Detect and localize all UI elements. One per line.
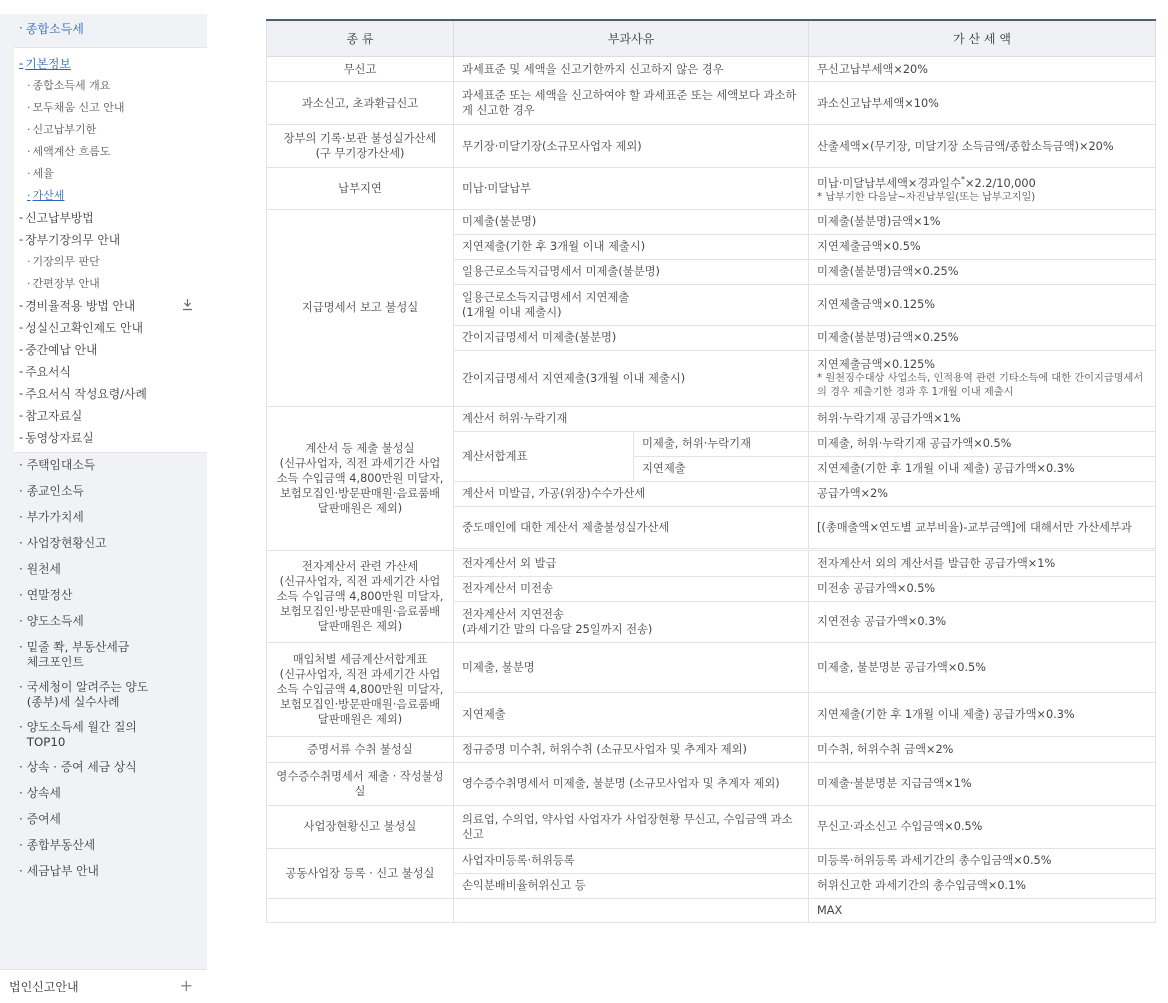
sidebar-subitem[interactable]: · 세액계산 흐름도 <box>27 144 111 158</box>
amount-cell: 지연제출금액×0.125% <box>809 284 1156 325</box>
kind-cell: 공동사업장 등록 · 신고 불성실 <box>267 848 454 898</box>
kind-cell: 과소신고, 초과환급신고 <box>267 82 454 125</box>
sidebar-item-label: 사업장현황신고 <box>26 536 107 550</box>
sidebar-subitem-label: 주요서식 작성요령/사례 <box>25 386 147 401</box>
amount-cell: 지연제출(기한 후 1개월 이내 제출) 공급가액×0.3% <box>809 456 1156 481</box>
sidebar-subitem[interactable]: · 간편장부 안내 <box>27 276 100 290</box>
kind-cell: 증명서류 수취 불성실 <box>267 736 454 762</box>
sidebar-item[interactable]: · 증여세 <box>19 812 61 826</box>
amount-cell: 산출세액×(무기장, 미달기장 소득금액/종합소득금액)×20% <box>809 125 1156 168</box>
sidebar-subitem-label: 신고납부기한 <box>32 123 97 136</box>
table-header-row <box>267 20 1156 57</box>
table-row <box>267 57 1156 82</box>
sub-reason-cell: 미제출, 허위·누락기재 <box>634 431 809 456</box>
kind-cell: 매입처별 세금계산서합계표 (신규사업자, 직전 과세기간 사업소득 수입금액 4,800만원 미달자, 보험모집인·방문판매원·음료품배달판매원은 제외) <box>267 642 454 736</box>
table-row <box>267 736 1156 762</box>
table-row <box>267 642 1156 692</box>
reason-cell: 전자계산서 미전송 <box>454 576 809 601</box>
sidebar-subitem[interactable]: · 신고납부기한 <box>27 122 97 136</box>
sidebar-subitem-label: 동영상자료실 <box>25 430 94 445</box>
amount-cell: 무신고·과소신고 수입금액×0.5% <box>809 805 1156 848</box>
sidebar-subitem[interactable]: - 동영상자료실 <box>19 430 94 445</box>
sub-reason-cell: 지연제출 <box>634 456 809 481</box>
sidebar-subitem[interactable]: · 모두채움 신고 안내 <box>27 100 125 114</box>
kind-cell: 장부의 기록·보관 불성실가산세 (구 무기장가산세) <box>267 125 454 168</box>
kind-cell: 사업장현황신고 불성실 <box>267 805 454 848</box>
sidebar-subitem[interactable]: - 참고자료실 <box>19 408 83 423</box>
amount-cell: 허위신고한 과세기간의 총수입금액×0.1% <box>809 873 1156 898</box>
amount-cell: 미등록·허위등록 과세기간의 총수입금액×0.5% <box>809 848 1156 873</box>
reason-cell: 계산서합계표 <box>454 431 634 481</box>
sidebar-item-label: 상속 · 증여 세금 상식 <box>26 760 137 774</box>
sidebar-item-income-tax[interactable]: · 종합소득세 <box>19 21 84 36</box>
amount-cell: 미제출, 허위·누락기재 공급가액×0.5% <box>809 431 1156 456</box>
table-row <box>267 898 1156 922</box>
kind-cell: 영수증수취명세서 제출 · 작성불성실 <box>267 762 454 805</box>
sidebar-subitem-label: 경비율적용 방법 안내 <box>25 298 136 313</box>
kind-cell: 무신고 <box>267 57 454 82</box>
table-row <box>267 209 1156 234</box>
sidebar-item[interactable]: · 연말정산 <box>19 588 73 602</box>
table-row <box>267 848 1156 873</box>
sidebar-item-label: 종교인소득 <box>26 484 84 498</box>
plus-icon[interactable]: + <box>179 976 193 995</box>
penalty-tax-table <box>266 19 1156 923</box>
amount-cell: 미전송 공급가액×0.5% <box>809 576 1156 601</box>
amount-cell: 과소신고납부세액×10% <box>809 82 1156 125</box>
table-row <box>267 125 1156 168</box>
reason-cell <box>454 898 809 922</box>
kind-cell: 전자계산서 관련 가산세 (신규사업자, 직전 과세기간 사업소득 수입금액 4,800만원 미달자, 보험모집인·방문판매원·음료품배달판매원은 제외) <box>267 550 454 642</box>
reason-cell: 무기장·미달기장(소규모사업자 제외) <box>454 125 809 168</box>
amount-cell: 미수취, 허위수취 금액×2% <box>809 736 1156 762</box>
reason-cell: 미제출, 불분명 <box>454 642 809 692</box>
sidebar-item-label: 양도소득세 월간 질의 TOP10 <box>26 720 137 749</box>
reason-cell: 미제출(불분명) <box>454 209 809 234</box>
sidebar-item-label: 상속세 <box>26 786 61 800</box>
sidebar-item[interactable]: · 주택임대소득 <box>19 458 96 472</box>
sidebar-subitem-label: 세율 <box>32 167 54 180</box>
sidebar-outer-list <box>0 453 207 885</box>
sidebar-subitem-label: 간편장부 안내 <box>32 277 100 290</box>
amount-cell: 미납·미달납부세액×경과일수*×2.2/10,000 * 납부기한 다음날~자진납부일(또는 납부고지일) <box>809 168 1156 210</box>
reason-cell: 미납·미달납부 <box>454 168 809 210</box>
amount-cell: 허위·누락기재 공급가액×1% <box>809 406 1156 431</box>
sidebar-item-label: 연말정산 <box>26 588 73 602</box>
sidebar-subitem[interactable]: - 장부기장의무 안내 <box>19 232 121 247</box>
sidebar-nav <box>0 14 207 995</box>
reason-cell: 간이지급명세서 미제출(불분명) <box>454 325 809 350</box>
kind-cell: 계산서 등 제출 불성실 (신규사업자, 직전 과세기간 사업소득 수입금액 4,800만원 미달자, 보험모집인·방문판매원·음료품배달판매원은 제외) <box>267 406 454 550</box>
amount-cell: 지연제출금액×0.125% * 원천징수대상 사업소득, 인적용역 관련 기타소득에 대한 간이지급명세서의 경우 제출기한 경과 후 1개월 이내 제출시 <box>809 350 1156 406</box>
sidebar-item-label: 국세청이 알려주는 양도 (종부)세 실수사례 <box>26 680 149 709</box>
header-reason: 부과사유 <box>454 20 809 57</box>
sidebar-item[interactable]: · 양도소득세 월간 질의 TOP10 <box>19 720 137 749</box>
table-row <box>267 762 1156 805</box>
sidebar-subitem[interactable]: - 경비율적용 방법 안내 <box>14 294 207 316</box>
sidebar-subitem[interactable]: - 주요서식 작성요령/사례 <box>19 386 147 401</box>
sidebar-item[interactable]: · 상속 · 증여 세금 상식 <box>19 760 137 774</box>
sidebar-subitem-label: 성실신고확인제도 안내 <box>25 320 143 335</box>
reason-cell: 계산서 미발급, 가공(위장)수수가산세 <box>454 481 809 506</box>
amount-cell: 미제출(불분명)금액×0.25% <box>809 325 1156 350</box>
penalty-tax-table-area <box>266 19 1155 923</box>
sidebar-subitem-label: 종합소득세 개요 <box>32 79 111 92</box>
kind-cell: 납부지연 <box>267 168 454 210</box>
sidebar-subitem[interactable]: - 성실신고확인제도 안내 <box>19 320 143 335</box>
reason-cell: 정규증명 미수취, 허위수취 (소규모사업자 및 추계자 제외) <box>454 736 809 762</box>
reason-cell: 계산서 허위·누락기재 <box>454 406 809 431</box>
sidebar-item[interactable]: · 밑줄 쫙, 부동산세금 체크포인트 <box>19 640 130 669</box>
reason-cell: 지연제출 <box>454 692 809 736</box>
sidebar-item-corporate-tax[interactable]: 법인신고안내 + <box>0 969 207 1003</box>
sidebar-item[interactable]: · 세금납부 안내 <box>19 864 99 878</box>
footnote: * 원천징수대상 사업소득, 인적용역 관련 기타소득에 대한 간이지급명세서의 경우 제출기한 경과 후 1개월 이내 제출시 <box>817 372 1144 398</box>
sidebar-item[interactable]: · 국세청이 알려주는 양도 (종부)세 실수사례 <box>19 680 149 709</box>
reason-cell: 일용근로소득지급명세서 지연제출 (1개월 이내 제출시) <box>454 284 809 325</box>
sidebar-item[interactable]: · 사업장현황신고 <box>19 536 107 550</box>
sidebar-subitem-label: 장부기장의무 안내 <box>25 232 121 247</box>
sidebar-item[interactable]: · 상속세 <box>19 786 61 800</box>
sidebar-subitem[interactable]: · 종합소득세 개요 <box>27 78 111 92</box>
reason-cell: 전자계산서 외 발급 <box>454 550 809 576</box>
sidebar-item-label: 세금납부 안내 <box>26 864 99 878</box>
sidebar-item-label: 증여세 <box>26 812 61 826</box>
reason-cell: 중도매인에 대한 계산서 제출불성실가산세 <box>454 506 809 548</box>
sidebar-subitem[interactable]: - 신고납부방법 <box>19 210 94 225</box>
download-icon[interactable] <box>182 298 193 311</box>
sidebar-item-label: 밑줄 쫙, 부동산세금 체크포인트 <box>26 640 130 669</box>
sidebar-item-label: 양도소득세 <box>26 614 84 628</box>
reason-cell: 사업자미등록·허위등록 <box>454 848 809 873</box>
amount-cell: 전자계산서 외의 계산서를 발급한 공급가액×1% <box>809 550 1156 576</box>
sidebar-subitem-label: 주요서식 <box>25 364 71 379</box>
sidebar-subitem-label: 세액계산 흐름도 <box>32 145 111 158</box>
sidebar-subitem[interactable]: · 기장의무 판단 <box>27 254 100 268</box>
amount-cell: MAX <box>809 898 1156 922</box>
reason-cell: 지연제출(기한 후 3개월 이내 제출시) <box>454 234 809 259</box>
amount-cell: 미제출, 불분명분 공급가액×0.5% <box>809 642 1156 692</box>
header-kind: 종 류 <box>267 20 454 57</box>
sidebar-subitem[interactable]: - 기본정보 <box>19 56 71 71</box>
amount-cell: 미제출(불분명)금액×1% <box>809 209 1156 234</box>
header-amount: 가 산 세 액 <box>809 20 1156 57</box>
amount-cell: 지연제출(기한 후 1개월 이내 제출) 공급가액×0.3% <box>809 692 1156 736</box>
reason-cell: 일용근로소득지급명세서 미제출(불분명) <box>454 259 809 284</box>
sidebar-subitem-label: 기장의무 판단 <box>32 255 100 268</box>
sidebar-item[interactable]: · 부가가치세 <box>19 510 84 524</box>
sidebar-subitem-label: 모두채움 신고 안내 <box>32 101 125 114</box>
amount-cell: 무신고납부세액×20% <box>809 57 1156 82</box>
sidebar-item-label: 종합부동산세 <box>26 838 96 852</box>
amount-cell: 지연제출금액×0.5% <box>809 234 1156 259</box>
reason-cell: 의료업, 수의업, 약사업 사업자가 사업장현황 무신고, 수입금액 과소신고 <box>454 805 809 848</box>
reason-cell: 과세표준 및 세액을 신고기한까지 신고하지 않은 경우 <box>454 57 809 82</box>
kind-cell: 지급명세서 보고 불성실 <box>267 209 454 406</box>
reason-cell: 과세표준 또는 세액을 신고하여야 할 과세표준 또는 세액보다 과소하게 신고한 경우 <box>454 82 809 125</box>
sidebar-item[interactable]: · 원천세 <box>19 562 61 576</box>
table-row <box>267 550 1156 576</box>
amount-cell: 공급가액×2% <box>809 481 1156 506</box>
sidebar-subitem[interactable]: - 주요서식 <box>19 364 71 379</box>
sidebar-submenu <box>14 47 207 453</box>
table-row <box>267 805 1156 848</box>
amount-cell: 미제출·불분명분 지급금액×1% <box>809 762 1156 805</box>
sidebar-item-label: 원천세 <box>26 562 61 576</box>
sidebar-item-label: 부가가치세 <box>26 510 84 524</box>
sidebar-item[interactable]: · 양도소득세 <box>19 614 84 628</box>
footnote: * 납부기한 다음날~자진납부일(또는 납부고지일) <box>817 191 1036 203</box>
sidebar-subitem-label: 중간예납 안내 <box>25 342 98 357</box>
sidebar-item-label: 주택임대소득 <box>26 458 96 472</box>
table-row <box>267 168 1156 210</box>
reason-cell: 손익분배비율허위신고 등 <box>454 873 809 898</box>
amount-cell: 미제출(불분명)금액×0.25% <box>809 259 1156 284</box>
kind-cell <box>267 898 454 922</box>
reason-cell: 영수증수취명세서 미제출, 불분명 (소규모사업자 및 추계자 제외) <box>454 762 809 805</box>
sidebar-subitem-label: 기본정보 <box>25 56 71 71</box>
table-row <box>267 406 1156 431</box>
reason-cell: 간이지급명세서 지연제출(3개월 이내 제출시) <box>454 350 809 406</box>
sidebar-item[interactable]: · 종합부동산세 <box>19 838 96 852</box>
sidebar-item[interactable]: · 종교인소득 <box>19 484 84 498</box>
sidebar-subitem[interactable]: - 중간예납 안내 <box>19 342 98 357</box>
sidebar-subitem-label: 신고납부방법 <box>25 210 94 225</box>
table-row <box>267 82 1156 125</box>
sidebar-subitem-label: 참고자료실 <box>25 408 83 423</box>
sidebar-subitem[interactable]: · 세율 <box>27 166 54 180</box>
amount-cell: 지연전송 공급가액×0.3% <box>809 601 1156 642</box>
sidebar-subitem-label: 가산세 <box>32 189 65 202</box>
amount-cell: [(총매출액×연도별 교부비율)-교부금액]에 대해서만 가산세부과 <box>809 506 1156 548</box>
reason-cell: 전자계산서 지연전송 (과세기간 말의 다음달 25일까지 전송) <box>454 601 809 642</box>
sidebar-subitem[interactable]: · 가산세 <box>27 188 65 202</box>
